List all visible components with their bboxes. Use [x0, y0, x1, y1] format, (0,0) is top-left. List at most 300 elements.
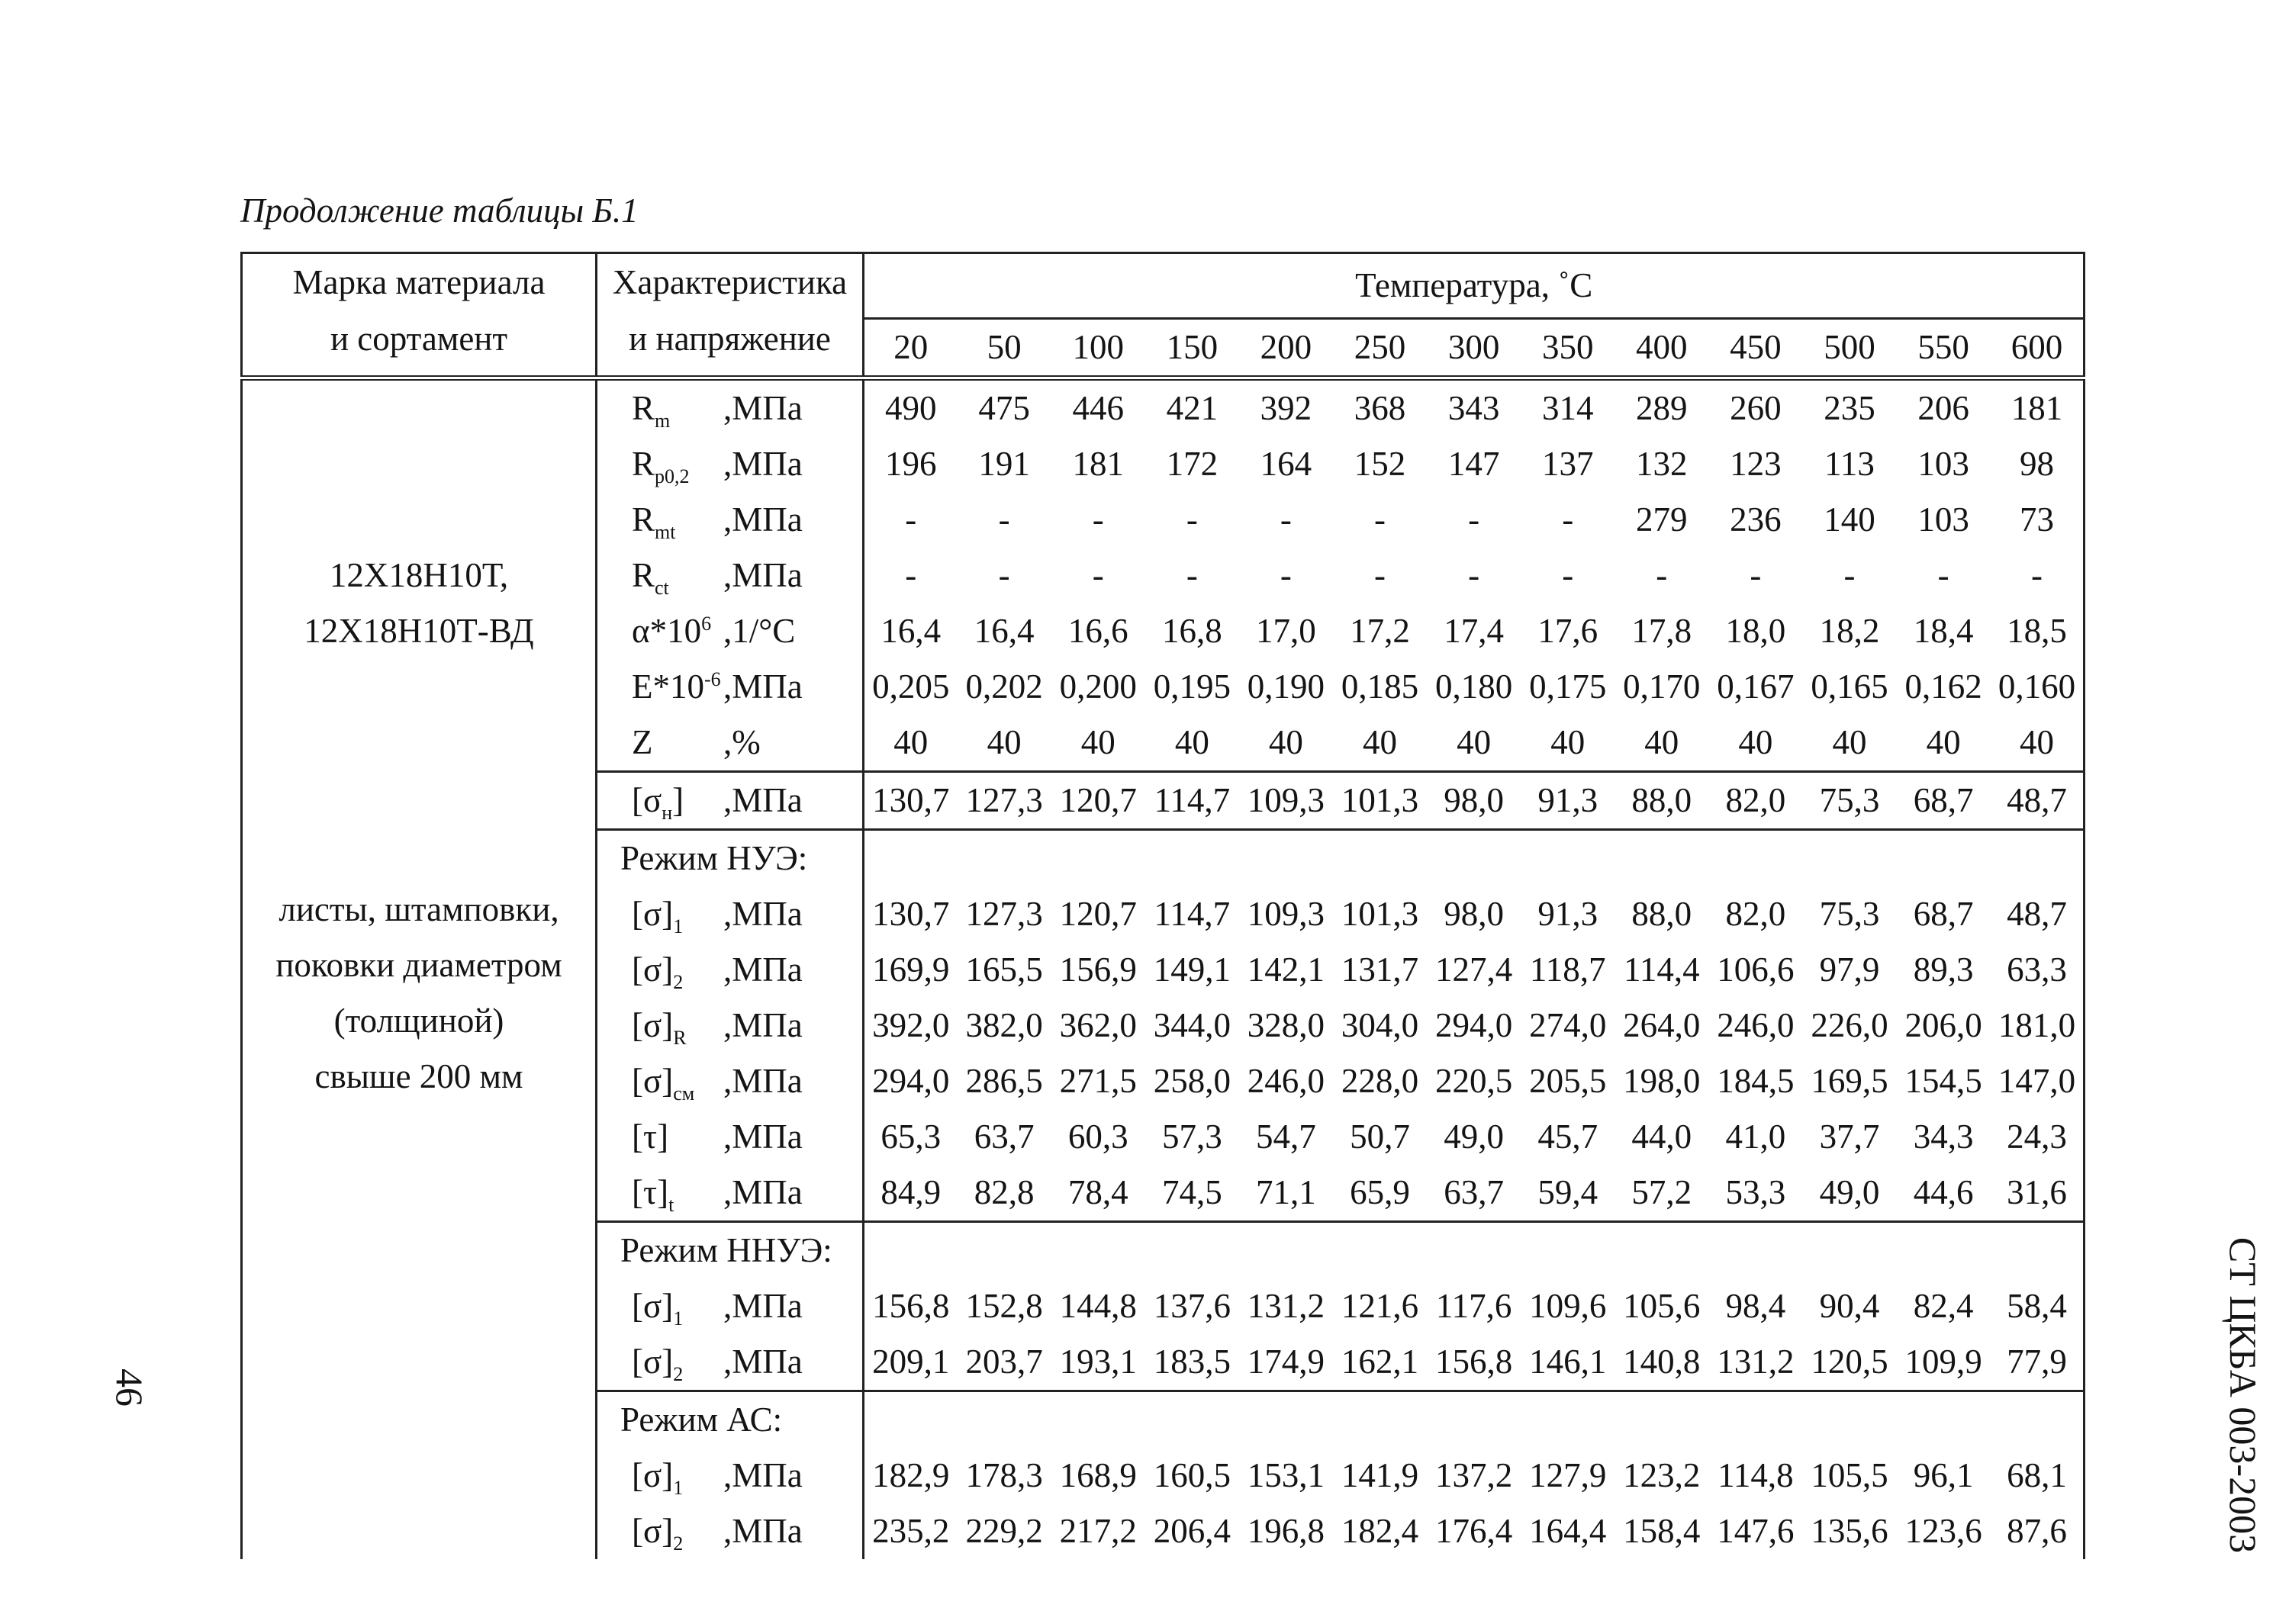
- property-unit: ,МПа: [723, 1006, 803, 1044]
- value-cell: 362,0: [1059, 1006, 1137, 1044]
- value-cell: 137: [1541, 445, 1594, 483]
- value-cell: 68,7: [1913, 895, 1974, 933]
- value-cell: -: [864, 548, 958, 603]
- value-cell: 40: [1615, 715, 1708, 772]
- value-cell: 17,2: [1350, 612, 1410, 650]
- property-label: [597, 1165, 864, 1222]
- value-cell: 75,3: [1802, 772, 1896, 830]
- value-cell: 106,6: [1717, 950, 1795, 989]
- value-cell: 196,8: [1247, 1512, 1325, 1550]
- value-cell: 117,6: [1435, 1287, 1512, 1325]
- value-cell: 45,7: [1537, 1118, 1598, 1156]
- value-cell: 127,3: [958, 772, 1051, 830]
- value-cell: 113: [1824, 445, 1875, 483]
- property-unit: ,%: [723, 723, 761, 761]
- value-cell: 130,7: [864, 772, 958, 830]
- value-cell: 44,0: [1631, 1118, 1692, 1156]
- property-subscript: 1: [673, 915, 684, 937]
- value-cell: 147,6: [1717, 1512, 1795, 1550]
- property-label: [597, 942, 864, 998]
- value-cell: 109,3: [1247, 895, 1325, 933]
- value-cell: 184,5: [1717, 1062, 1795, 1100]
- value-cell: 154,5: [1904, 1062, 1982, 1100]
- value-cell: -: [1280, 556, 1292, 594]
- value-cell: 49,0: [1802, 1165, 1896, 1222]
- property-label: [597, 1109, 864, 1165]
- material-description: листы, штамповки,: [278, 890, 559, 928]
- value-cell: 123: [1730, 445, 1782, 483]
- value-cell: 120,7: [1051, 772, 1145, 830]
- value-cell: 314: [1541, 389, 1594, 427]
- temperature-cell: 20: [864, 319, 958, 378]
- value-cell: 34,3: [1913, 1118, 1974, 1156]
- value-cell: 156,8: [864, 1278, 958, 1334]
- value-cell: 271,5: [1059, 1062, 1137, 1100]
- value-cell: 16,6: [1067, 612, 1128, 650]
- property-subscript: t: [668, 1194, 674, 1216]
- value-cell: 236: [1730, 500, 1782, 539]
- property-label: [597, 998, 864, 1053]
- temperature-cell: 350: [1521, 319, 1615, 378]
- value-cell: 17,8: [1631, 612, 1692, 650]
- value-cell: -: [998, 500, 1010, 539]
- property-symbol: [τ]: [632, 1118, 669, 1156]
- value-cell: 220,5: [1434, 1062, 1513, 1100]
- value-cell: 101,3: [1341, 895, 1419, 933]
- value-cell: 181,0: [1991, 998, 2085, 1053]
- value-cell: 63,3: [1991, 942, 2085, 998]
- value-cell: 16,8: [1161, 612, 1222, 650]
- value-cell: 82,8: [958, 1165, 1051, 1222]
- property-label: [597, 715, 864, 772]
- value-cell: 147: [1447, 445, 1500, 483]
- property-symbol: $[\sigma]_1$: [632, 1287, 684, 1330]
- value-cell: 40: [1802, 715, 1896, 772]
- value-cell: 140,8: [1615, 1334, 1708, 1391]
- value-cell: 228,0: [1341, 1062, 1419, 1100]
- temperature-cell: 150: [1145, 319, 1239, 378]
- value-cell: 17,0: [1256, 612, 1316, 650]
- value-cell: 71,1: [1239, 1165, 1333, 1222]
- temperature-cell: 400: [1615, 319, 1708, 378]
- properties-table: [240, 252, 2083, 1559]
- value-cell: 114,7: [1145, 772, 1239, 830]
- value-cell: 78,4: [1051, 1165, 1145, 1222]
- header-characteristic: [597, 253, 864, 378]
- value-cell: 40: [1427, 715, 1521, 772]
- value-cell: 58,4: [1991, 1278, 2085, 1334]
- value-cell: 162,1: [1333, 1334, 1427, 1391]
- value-cell: 156,9: [1059, 950, 1137, 989]
- value-cell: 196: [864, 436, 958, 492]
- temperature-cell: 300: [1427, 319, 1521, 378]
- value-cell: 40: [1991, 715, 2085, 772]
- value-cell: 246,0: [1247, 1062, 1325, 1100]
- value-cell: 183,5: [1145, 1334, 1239, 1391]
- value-cell: 53,3: [1708, 1165, 1802, 1222]
- value-cell: 40: [1333, 715, 1427, 772]
- property-unit: ,1/°С: [723, 612, 796, 650]
- value-cell: 144,8: [1059, 1287, 1137, 1325]
- value-cell: 18,0: [1725, 612, 1786, 650]
- value-cell: 98,0: [1427, 772, 1521, 830]
- property-label: [597, 548, 864, 603]
- value-cell: -: [1092, 500, 1104, 539]
- material-cell: [242, 378, 597, 1560]
- property-unit: ,МПа: [723, 1118, 803, 1156]
- value-cell: 127,9: [1529, 1456, 1607, 1494]
- property-subscript: 1: [673, 1477, 684, 1499]
- property-unit: ,МПа: [723, 1512, 803, 1550]
- value-cell: 193,1: [1051, 1334, 1145, 1391]
- value-cell: 147,0: [1991, 1053, 2085, 1109]
- value-cell: 98,0: [1444, 895, 1504, 933]
- value-cell: -: [1750, 556, 1762, 594]
- spacer: [243, 826, 595, 882]
- value-cell: 18,4: [1913, 612, 1974, 650]
- value-cell: 123,2: [1623, 1456, 1701, 1494]
- property-symbol: $[\sigma_н]$: [632, 781, 684, 824]
- temperature-cell: 50: [958, 319, 1051, 378]
- property-superscript: 6: [701, 613, 712, 635]
- value-cell: 198,0: [1623, 1062, 1701, 1100]
- value-cell: 0,180: [1434, 667, 1513, 706]
- value-cell: 246,0: [1717, 1006, 1795, 1044]
- value-cell: 89,3: [1913, 950, 1974, 989]
- property-superscript: -6: [704, 668, 721, 690]
- temperature-cell: 100: [1051, 319, 1145, 378]
- value-cell: -: [998, 556, 1010, 594]
- value-cell: 142,1: [1247, 950, 1325, 989]
- temperature-cell: 200: [1239, 319, 1333, 378]
- value-cell: -: [1374, 556, 1386, 594]
- value-cell: 286,5: [965, 1062, 1043, 1100]
- value-cell: 40: [1051, 715, 1145, 772]
- property-label: [597, 772, 864, 830]
- value-cell: 206: [1917, 389, 1969, 427]
- spacer: [243, 659, 595, 826]
- value-cell: 41,0: [1725, 1118, 1786, 1156]
- value-cell: 182,9: [864, 1448, 958, 1503]
- property-subscript: m: [655, 410, 671, 432]
- property-symbol: $R_{p0,2}$: [632, 445, 690, 487]
- value-cell: 24,3: [1991, 1109, 2085, 1165]
- value-cell: 16,4: [864, 603, 958, 659]
- value-cell: 75,3: [1819, 895, 1880, 933]
- value-cell: -: [1374, 500, 1386, 539]
- property-subscript: R: [673, 1027, 687, 1049]
- value-cell: 18,2: [1819, 612, 1880, 650]
- header-material: [242, 253, 597, 378]
- value-cell: 343: [1447, 389, 1500, 427]
- value-cell: 475: [978, 389, 1030, 427]
- value-cell: 57,2: [1615, 1165, 1708, 1222]
- property-unit: ,МПа: [723, 1343, 803, 1381]
- value-cell: 0,205: [864, 659, 958, 715]
- value-cell: 181: [1072, 445, 1124, 483]
- value-cell: 229,2: [965, 1512, 1043, 1550]
- property-label: [597, 1503, 864, 1559]
- value-cell: 16,4: [974, 612, 1035, 650]
- value-cell: 328,0: [1247, 1006, 1325, 1044]
- value-cell: 54,7: [1256, 1118, 1316, 1156]
- value-cell: 137,6: [1153, 1287, 1231, 1325]
- value-cell: 0,175: [1529, 667, 1607, 706]
- value-cell: 226,0: [1811, 1006, 1888, 1044]
- value-cell: 98: [1991, 436, 2085, 492]
- value-cell: 274,0: [1529, 1006, 1607, 1044]
- value-cell: 37,7: [1819, 1118, 1880, 1156]
- material-grade: 12Х18Н10Т-ВД: [304, 612, 534, 650]
- value-cell: 57,3: [1161, 1118, 1222, 1156]
- value-cell: 137,2: [1434, 1456, 1513, 1494]
- value-cell: 160,5: [1153, 1456, 1231, 1494]
- value-cell: 174,9: [1239, 1334, 1333, 1391]
- value-cell: 392: [1260, 389, 1312, 427]
- value-cell: -: [1937, 556, 1949, 594]
- value-cell: 152,8: [965, 1287, 1043, 1325]
- value-cell: 77,9: [1991, 1334, 2085, 1391]
- value-cell: 165,5: [965, 950, 1043, 989]
- value-cell: -: [1991, 548, 2085, 603]
- value-cell: 49,0: [1444, 1118, 1504, 1156]
- value-cell: 40: [1708, 715, 1802, 772]
- value-cell: -: [1468, 556, 1480, 594]
- value-cell: 392,0: [864, 998, 958, 1053]
- property-subscript: см: [673, 1082, 695, 1105]
- value-cell: 152: [1354, 445, 1406, 483]
- property-symbol: $R_{mt}$: [632, 500, 676, 543]
- property-symbol: $R_m$: [632, 389, 671, 432]
- property-subscript: mt: [655, 521, 676, 543]
- property-label: [597, 436, 864, 492]
- value-cell: 17,4: [1444, 612, 1504, 650]
- mode-empty: [864, 1222, 2085, 1279]
- property-symbol: $[\sigma]_R$: [632, 1006, 687, 1049]
- value-cell: 88,0: [1615, 772, 1708, 830]
- value-cell: 82,0: [1708, 772, 1802, 830]
- value-cell: 153,1: [1247, 1456, 1325, 1494]
- value-cell: 44,6: [1897, 1165, 1991, 1222]
- property-unit: ,МПа: [723, 950, 803, 989]
- value-cell: 164: [1260, 445, 1312, 483]
- value-cell: 40: [1145, 715, 1239, 772]
- property-label: [597, 886, 864, 942]
- value-cell: 158,4: [1623, 1512, 1701, 1550]
- value-cell: 114,4: [1624, 950, 1700, 989]
- value-cell: 50,7: [1350, 1118, 1410, 1156]
- value-cell: 131,2: [1708, 1334, 1802, 1391]
- value-cell: 217,2: [1059, 1512, 1137, 1550]
- material-description: свыше 200 мм: [314, 1057, 523, 1095]
- value-cell: 121,6: [1341, 1287, 1419, 1325]
- value-cell: 0,190: [1247, 667, 1325, 706]
- value-cell: 294,0: [1434, 1006, 1513, 1044]
- value-cell: 203,7: [958, 1334, 1051, 1391]
- value-cell: 88,0: [1631, 895, 1692, 933]
- property-subscript: ct: [655, 577, 669, 599]
- property-unit: ,МПа: [723, 1173, 803, 1211]
- value-cell: 109,3: [1239, 772, 1333, 830]
- value-cell: 0,200: [1059, 667, 1137, 706]
- value-cell: 48,7: [1991, 886, 2085, 942]
- value-cell: 191: [978, 445, 1030, 483]
- property-unit: ,МПа: [723, 1456, 803, 1494]
- value-cell: 40: [864, 715, 958, 772]
- value-cell: 182,4: [1341, 1512, 1419, 1550]
- value-cell: 68,7: [1897, 772, 1991, 830]
- value-cell: -: [1092, 556, 1104, 594]
- mode-title: Режим НУЭ:: [597, 830, 864, 887]
- property-unit: ,МПа: [723, 895, 803, 933]
- property-subscript: 2: [673, 971, 684, 993]
- table-row: [242, 378, 2085, 437]
- property-unit: ,МПа: [723, 500, 803, 539]
- property-label: [597, 1334, 864, 1391]
- property-symbol: $E*10^{-6}$: [632, 667, 721, 706]
- value-cell: 82,4: [1913, 1287, 1974, 1325]
- property-symbol: $[\sigma]_2$: [632, 1343, 684, 1385]
- mode-title: Режим АС:: [597, 1391, 864, 1449]
- value-cell: 73: [1991, 492, 2085, 548]
- value-cell: -: [1843, 556, 1856, 594]
- value-cell: 141,9: [1341, 1456, 1419, 1494]
- value-cell: 178,3: [965, 1456, 1043, 1494]
- page-number: 46: [108, 1368, 151, 1407]
- value-cell: -: [1562, 556, 1574, 594]
- value-cell: 0,162: [1904, 667, 1982, 706]
- value-cell: 0,165: [1811, 667, 1888, 706]
- property-symbol: $[\sigma]_2$: [632, 950, 684, 993]
- value-cell: 235,2: [864, 1503, 958, 1559]
- value-cell: 0,202: [965, 667, 1043, 706]
- property-symbol: Z: [632, 723, 653, 761]
- property-unit: ,МПа: [723, 1287, 803, 1325]
- value-cell: -: [1656, 556, 1668, 594]
- property-unit: ,МПа: [723, 389, 803, 427]
- temperature-cell: 600: [1991, 319, 2085, 378]
- value-cell: 0,170: [1623, 667, 1701, 706]
- value-cell: 65,9: [1333, 1165, 1427, 1222]
- value-cell: 130,7: [864, 886, 958, 942]
- material-grade: 12Х18Н10Т,: [329, 556, 509, 594]
- value-cell: 120,5: [1802, 1334, 1896, 1391]
- value-cell: 205,5: [1529, 1062, 1607, 1100]
- value-cell: 63,7: [974, 1118, 1035, 1156]
- value-cell: -: [1280, 500, 1292, 539]
- property-symbol: $\alpha*10^6$: [632, 612, 712, 650]
- standard-designation: СТ ЦКБА 003-2003: [2222, 1236, 2265, 1554]
- value-cell: 206,0: [1904, 1006, 1982, 1044]
- value-cell: 114,7: [1154, 895, 1231, 933]
- property-unit: ,МПа: [723, 781, 803, 819]
- value-cell: -: [1468, 500, 1480, 539]
- value-cell: -: [1186, 500, 1198, 539]
- value-cell: 48,7: [1991, 772, 2085, 830]
- value-cell: -: [1562, 500, 1574, 539]
- property-subscript: н: [662, 802, 673, 824]
- property-subscript: 2: [673, 1363, 684, 1385]
- property-symbol: $[\sigma]_1$: [632, 895, 684, 937]
- value-cell: 131,7: [1341, 950, 1419, 989]
- property-label: [597, 1448, 864, 1503]
- property-subscript: p0,2: [655, 465, 690, 487]
- header-char-line2: и напряжение: [629, 320, 831, 358]
- value-cell: 103: [1917, 500, 1969, 539]
- value-cell: 17,6: [1537, 612, 1598, 650]
- value-cell: 98,4: [1725, 1287, 1786, 1325]
- value-cell: 109,6: [1529, 1287, 1607, 1325]
- value-cell: 421: [1166, 389, 1219, 427]
- value-cell: 65,3: [864, 1109, 958, 1165]
- property-label: [597, 1053, 864, 1109]
- property-subscript: 1: [673, 1307, 684, 1330]
- value-cell: 96,1: [1913, 1456, 1974, 1494]
- value-cell: 149,1: [1153, 950, 1231, 989]
- header-char-line1: Характеристика: [612, 263, 848, 301]
- value-cell: 40: [1239, 715, 1333, 772]
- header-material-line1: Марка материала: [292, 263, 546, 301]
- value-cell: 74,5: [1145, 1165, 1239, 1222]
- value-cell: 181: [1991, 378, 2085, 437]
- mode-title: Режим ННУЭ:: [597, 1222, 864, 1279]
- header-material-line2: и сортамент: [330, 320, 508, 358]
- value-cell: 382,0: [965, 1006, 1043, 1044]
- property-symbol: $[\sigma]_2$: [632, 1512, 684, 1555]
- value-cell: 68,1: [1991, 1448, 2085, 1503]
- value-cell: 127,3: [965, 895, 1043, 933]
- temperature-cell: 250: [1333, 319, 1427, 378]
- value-cell: 260: [1730, 389, 1782, 427]
- property-symbol: $[\tau]_t$: [632, 1173, 674, 1216]
- value-cell: 123,6: [1904, 1512, 1982, 1550]
- property-unit: ,МПа: [723, 667, 803, 706]
- value-cell: 169,5: [1811, 1062, 1888, 1100]
- value-cell: 31,6: [1991, 1165, 2085, 1222]
- property-unit: ,МПа: [723, 556, 803, 594]
- value-cell: 0,160: [1991, 659, 2085, 715]
- material-description: поковки диаметром: [275, 946, 562, 984]
- property-label: [597, 659, 864, 715]
- value-cell: 146,1: [1521, 1334, 1615, 1391]
- value-cell: 235: [1824, 389, 1875, 427]
- property-symbol: $[\sigma]_{см}$: [632, 1062, 695, 1105]
- value-cell: 63,7: [1427, 1165, 1521, 1222]
- value-cell: 258,0: [1153, 1062, 1231, 1100]
- material-description: (толщиной): [333, 1002, 504, 1040]
- value-cell: 140: [1824, 500, 1875, 539]
- value-cell: 105,5: [1811, 1456, 1888, 1494]
- property-label: [597, 378, 864, 437]
- value-cell: 120,7: [1059, 895, 1137, 933]
- spacer: [243, 381, 595, 548]
- value-cell: 172: [1166, 445, 1219, 483]
- property-symbol: $[\sigma]_1$: [632, 1456, 684, 1499]
- property-unit: ,МПа: [723, 445, 803, 483]
- value-cell: 90,4: [1819, 1287, 1880, 1325]
- property-label: [597, 1278, 864, 1334]
- value-cell: 169,9: [864, 942, 958, 998]
- value-cell: 0,167: [1717, 667, 1795, 706]
- value-cell: 164,4: [1529, 1512, 1607, 1550]
- temperature-cell: 450: [1708, 319, 1802, 378]
- value-cell: 103: [1917, 445, 1969, 483]
- value-cell: -: [1186, 556, 1198, 594]
- property-subscript: 2: [673, 1532, 684, 1555]
- value-cell: 40: [1897, 715, 1991, 772]
- value-cell: 0,195: [1153, 667, 1231, 706]
- value-cell: 18,5: [1991, 603, 2085, 659]
